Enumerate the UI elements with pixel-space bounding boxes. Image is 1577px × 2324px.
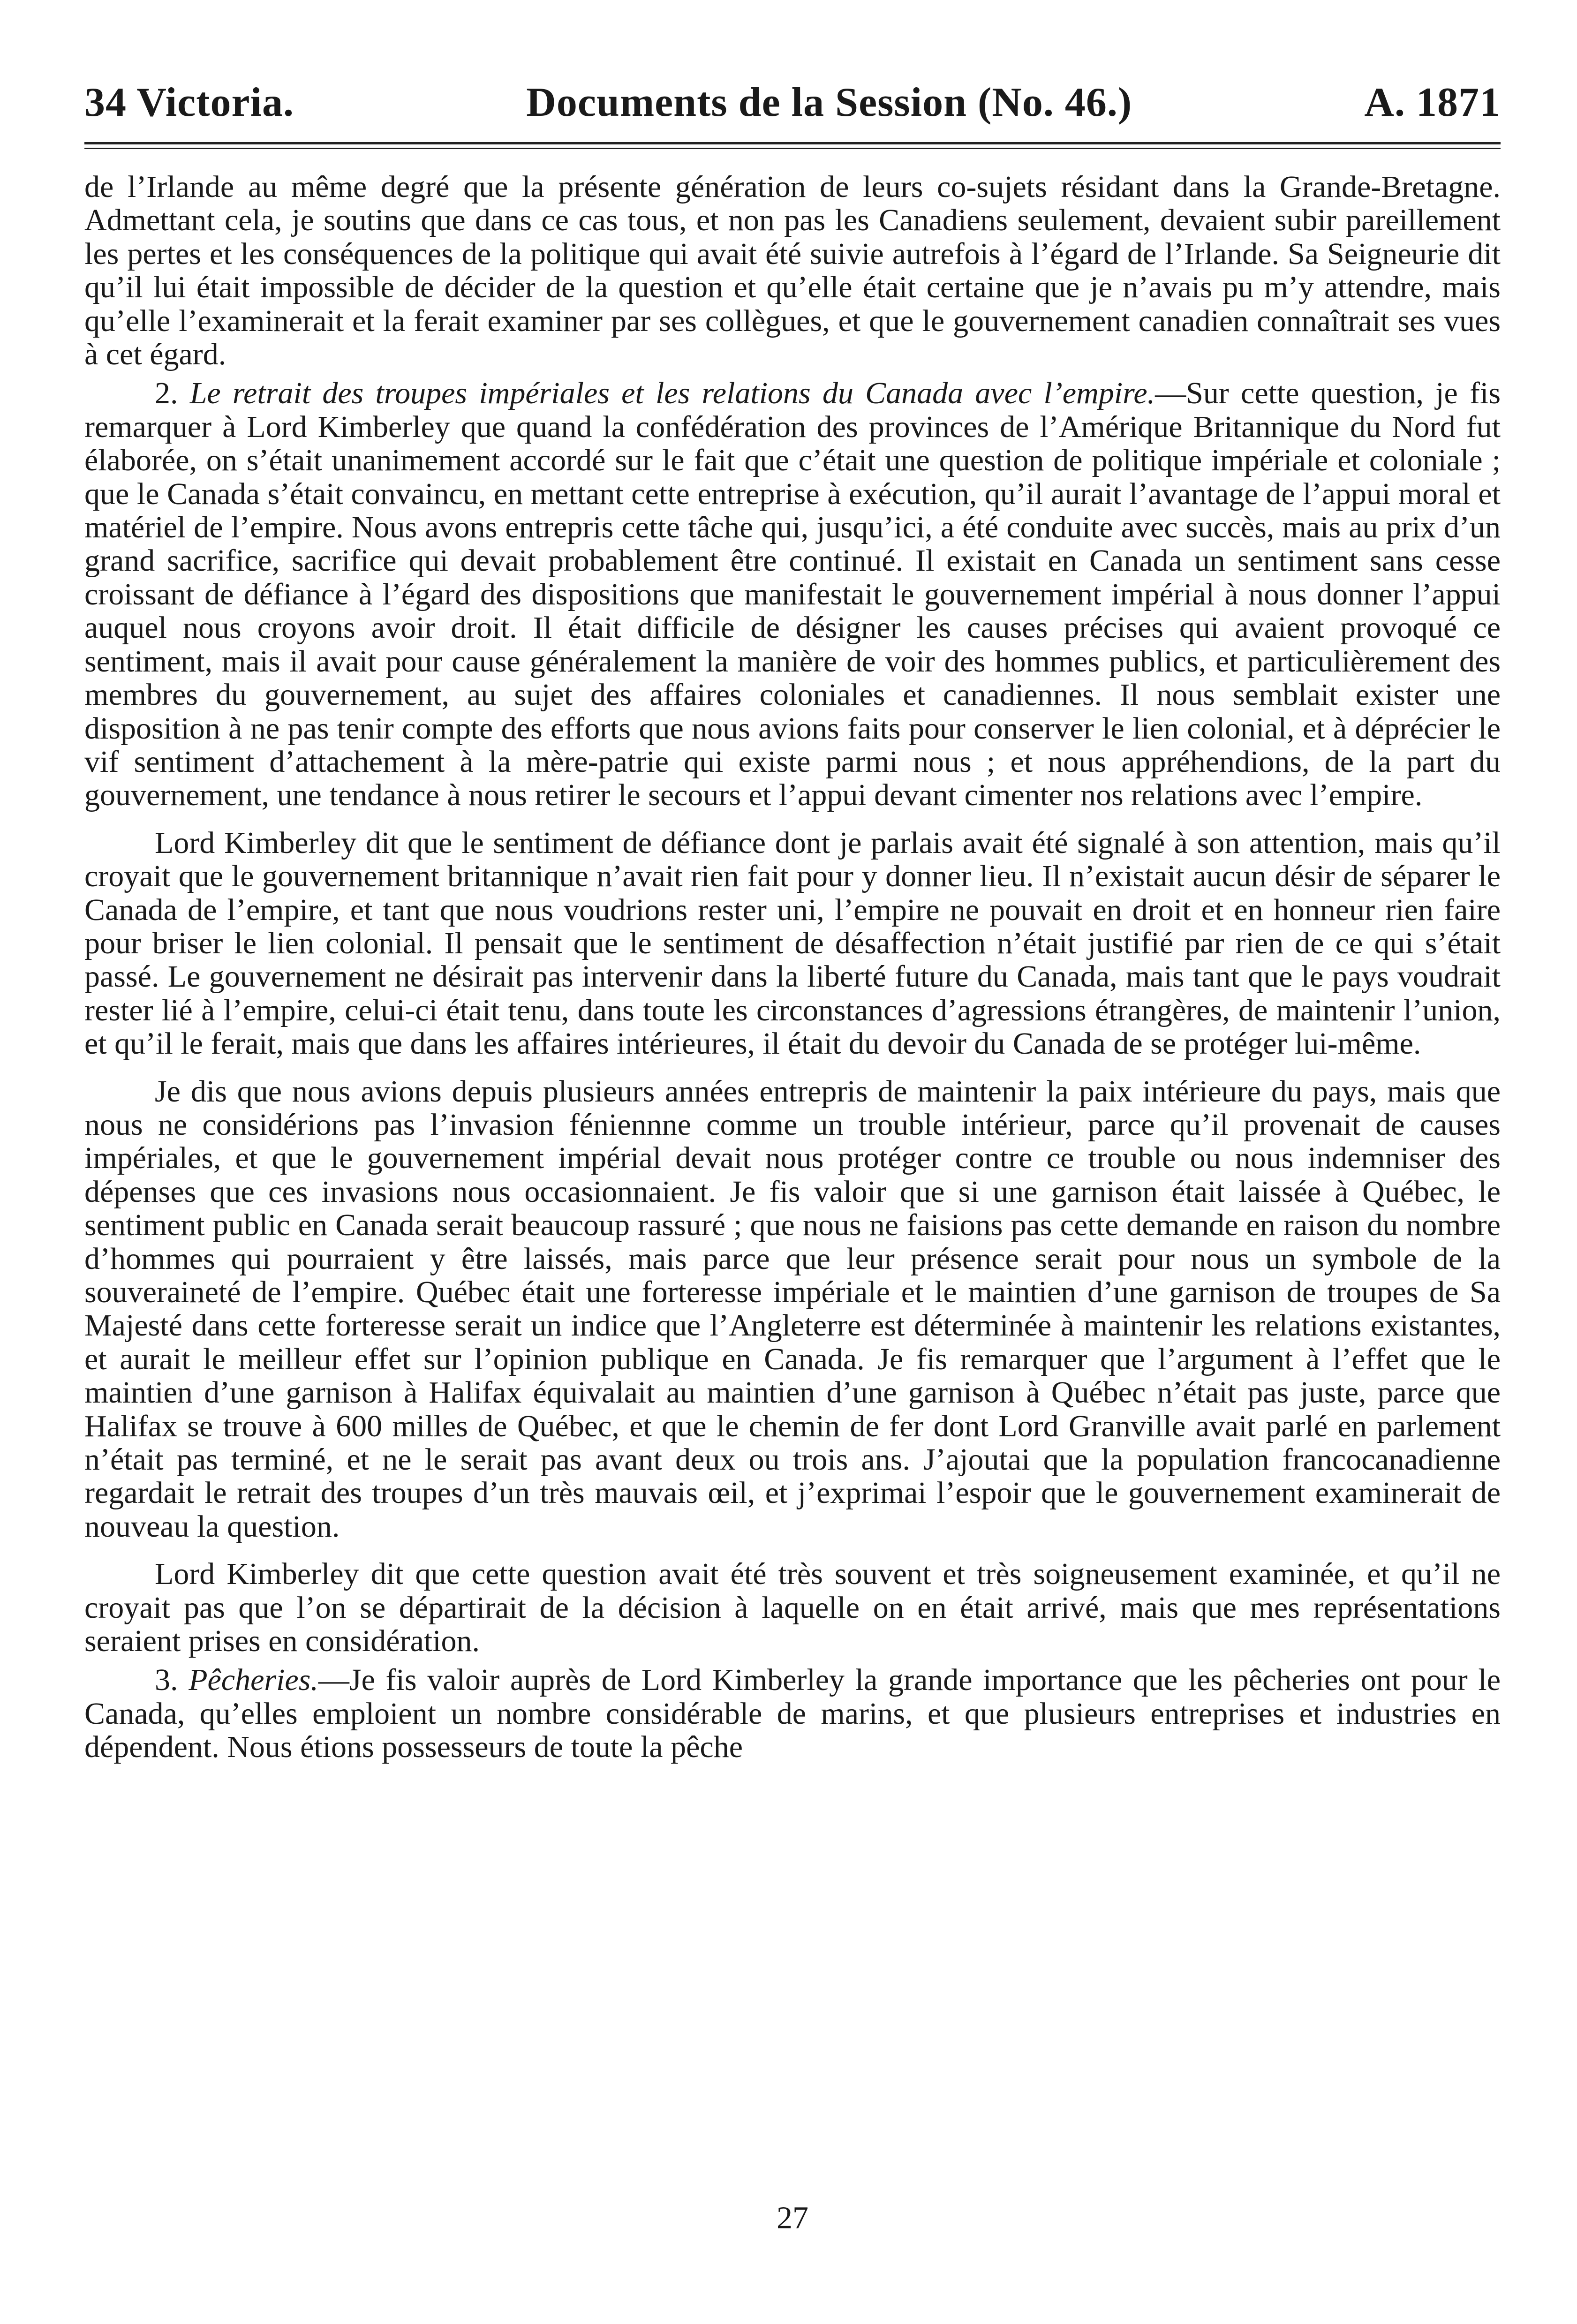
section-title: Pêcheries. [189,1663,318,1698]
paragraph-section-2 [84,377,1501,812]
page-number: 27 [777,2200,808,2235]
paragraph-text: Lord Kimberley dit que le sentiment de défiance dont je parlais avait été signalé à son attention, mais qu’il croyait que le gouvernement britannique n’avait rien fait pour y donner lieu. Il n’existait aucun désir de séparer le Canada de l’empire, et tant que nous voudrions rester uni, l’empire ne pouvait en droit et en honneur rien faire pour briser le lien colonial. Il pensait que le sentiment de désaffection n’était justifié par rien de ce qui s’était passé. Le gouvernement ne désirait pas intervenir dans la liberté future du Canada, mais tant que le pays voudrait rester lié à l’empire, celui-ci était tenu, dans toute les circonstances d’agressions étrangères, de maintenir l’union, et qu’il le ferait, mais que dans les affaires intérieures, il était du devoir du Canada de se protéger lui-même. [84,825,1501,1061]
paragraph-section-3 [84,1663,1501,1764]
paragraph-text: Lord Kimberley dit que cette question avait été très souvent et très soigneusement examinée, et qu’il ne croyait pas que l’on se départirait de la décision à laquelle on en était arrivé, mais que mes représentations seraient prises en considération. [84,1557,1501,1659]
header-double-rule [84,142,1501,154]
page-header [84,82,1501,123]
paragraph-3 [84,826,1501,1061]
header-volume: 34 Victoria. [84,80,294,125]
section-title: Le retrait des troupes impériales et les relations du Canada avec l’empire. [189,376,1155,411]
rule-thin [84,148,1501,149]
document-page [84,82,1501,2286]
rule-thick [84,142,1501,144]
paragraph-text: Je dis que nous avions depuis plusieurs années entrepris de maintenir la paix intérieure du pays, mais que nous ne considérions pas l’invasion féniennne comme un trouble intérieur, parce qu’il provenait de causes impériales, et que le gouvernement impérial devait nous protéger contre ce trouble ou nous indemniser des dépenses que ces invasions nous occasionnaient. Je fis valoir que si une garnison était laissée à Québec, le sentiment public en Canada serait beaucoup rassuré ; que nous ne faisions pas cette demande en raison du nombre d’hommes qui pourraient y être laissés, mais parce que leur présence serait pour nous un symbole de la souveraineté de l’empire. Québec était une forteresse impériale et le maintien d’une garnison de troupes de Sa Majesté dans cette forteresse serait un indice que l’Angleterre est déterminée à maintenir les relations existantes, et aurait le meilleur effet sur l’opinion publique en Canada. Je fis remarquer que l’argument à l’effet que le maintien d’une garnison à Halifax équivalait au maintien d’une garnison à Québec n’était pas juste, parce que Halifax se trouve à 600 milles de Québec, et que le chemin de fer dont Lord Granville avait parlé en parlement n’était pas terminé, et ne le serait pas avant deux ou trois ans. J’ajoutai que la population francocanadienne regardait le retrait des troupes d’un très mauvais œil, et j’exprimai l’espoir que le gouvernement examinerait de nouveau la question. [84,1074,1501,1544]
paragraph-text: —Je fis valoir auprès de Lord Kimberley la grande importance que les pêcheries ont pour le Canada, qu’elles emploient un nombre considérable de marins, et que plusieurs entreprises et industries en dépendent. Nous étions possesseurs de toute la pêche [84,1663,1501,1765]
paragraph-5 [84,1557,1501,1658]
section-number: 2. [155,376,178,411]
header-year: A. 1871 [1364,80,1501,125]
body-text [84,170,1501,1764]
header-title: Documents de la Session (No. 46.) [526,80,1132,125]
paragraph-text: —Sur cette question, je fis remarquer à Lord Kimberley que quand la confédération des provinces de l’Amérique Britannique du Nord fut élaborée, on s’était unanimement accordé sur le fait que c’était une question de politique impériale et coloniale ; que le Canada s’était convaincu, en mettant cette entreprise à exécution, qu’il aurait l’avantage de l’appui moral et matériel de l’empire. Nous avons entrepris cette tâche qui, jusqu’ici, a été conduite avec succès, mais au prix d’un grand sacrifice, sacrifice qui devait probablement être continué. Il existait en Canada un sentiment sans cesse croissant de défiance à l’égard des dispositions que manifestait le gouvernement impérial à nous donner l’appui auquel nous croyons avoir droit. Il était difficile de désigner les causes précises qui avaient provoqué ce sentiment, mais il avait pour cause généralement la manière de voir des hommes publics, et particulièrement des membres du gouvernement, au sujet des affaires coloniales et canadiennes. Il nous semblait exister une disposition à ne pas tenir compte des efforts que nous avions faits pour conserver le lien colonial, et à déprécier le vif sentiment d’attachement à la mère-patrie qui existe parmi nous ; et nous appréhendions, de la part du gouvernement, une tendance à nous retirer le secours et l’appui devant cimenter nos relations avec l’empire. [84,376,1501,813]
paragraph-4 [84,1075,1501,1544]
section-number: 3. [155,1663,178,1698]
paragraph-text: de l’Irlande au même degré que la présente génération de leurs co-sujets résidant dans la Grande-Bretagne. Admettant cela, je soutins que dans ce cas tous, et non pas les Canadiens seulement, devaient subir pareillement les pertes et les conséquences de la politique qui avait été suivie autrefois à l’égard de l’Irlande. Sa Seigneurie dit qu’il lui était impossible de décider de la question et qu’elle était certaine que je n’avais pu m’y attendre, mais qu’elle l’examinerait et la ferait examiner par ses collègues, et que le gouvernement canadien connaîtrait ses vues à cet égard. [84,170,1501,372]
paragraph-1 [84,170,1501,371]
